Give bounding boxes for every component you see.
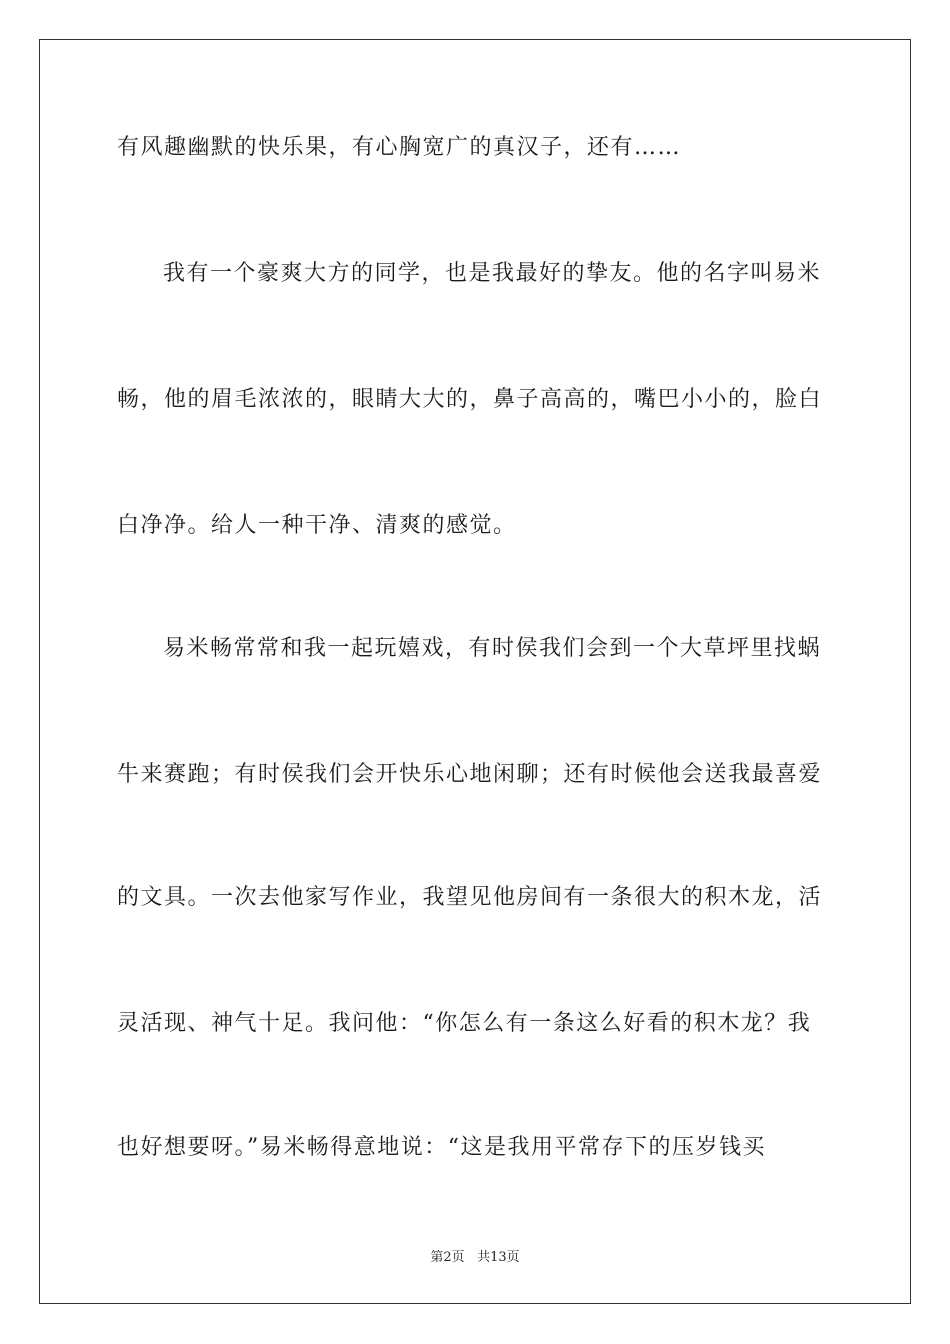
page-border: [39, 39, 911, 1304]
page-footer: [0, 1249, 950, 1267]
page-number: 第2页: [430, 1250, 465, 1265]
text-line-7: 的文具。一次去他家写作业，我望见他房间有一条很大的积木龙，活: [117, 885, 823, 910]
text-line-5: 易米畅常常和我一起玩嬉戏，有时侯我们会到一个大草坪里找蜗: [163, 636, 822, 661]
text-line-1: 有风趣幽默的快乐果，有心胸宽广的真汉子，还有……: [117, 135, 682, 160]
page-total: 共13页: [477, 1250, 520, 1265]
text-line-3: 畅，他的眉毛浓浓的，眼睛大大的，鼻子高高的，嘴巴小小的，脸白: [117, 387, 823, 412]
text-line-4: 白净净。给人一种干净、清爽的感觉。: [117, 513, 517, 538]
text-line-9: 也好想要呀。”易米畅得意地说：“这是我用平常存下的压岁钱买: [117, 1135, 766, 1160]
text-line-8: 灵活现、神气十足。我问他：“你怎么有一条这么好看的积木龙？我: [117, 1011, 812, 1036]
text-line-2: 我有一个豪爽大方的同学，也是我最好的挚友。他的名字叫易米: [163, 261, 822, 286]
text-line-6: 牛来赛跑；有时侯我们会开快乐心地闲聊；还有时候他会送我最喜爱: [117, 762, 823, 787]
